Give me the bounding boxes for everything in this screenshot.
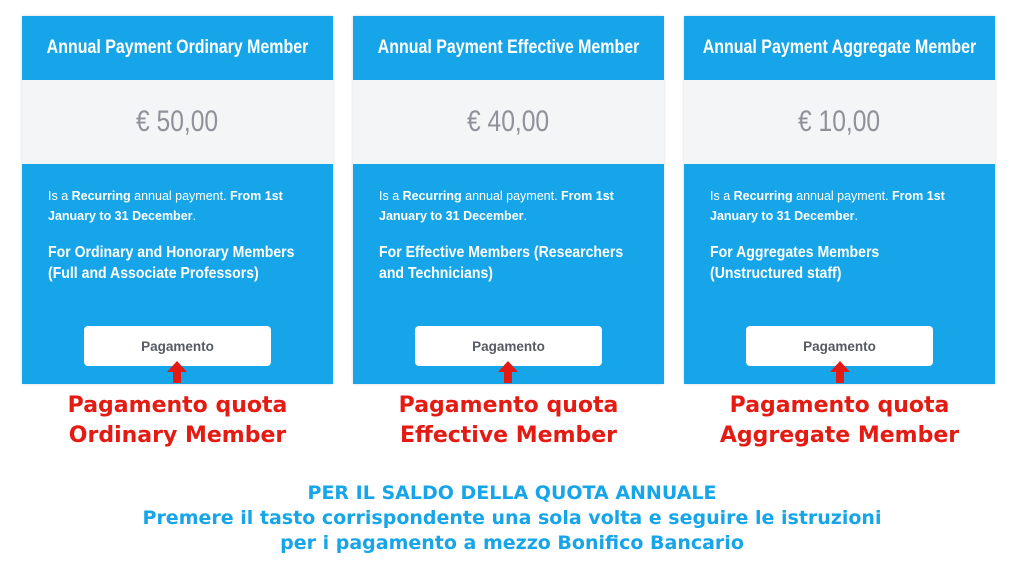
pagamento-button[interactable]: Pagamento <box>415 326 602 366</box>
desc-text: Is a <box>710 189 734 203</box>
desc-text: Is a <box>48 189 72 203</box>
price-band <box>684 80 995 164</box>
desc-bold: Recurring <box>71 189 131 203</box>
desc-bold: From 1st January to 31 December <box>710 189 945 223</box>
caption-line: Effective Member <box>399 423 618 448</box>
instructions-line: per i pagamento a mezzo Bonifico Bancario <box>280 532 744 554</box>
instructions-heading: PER IL SALDO DELLA QUOTA ANNUALE <box>307 482 717 504</box>
price: € 40,00 <box>467 105 550 138</box>
caption-line: Pagamento quota <box>398 393 619 418</box>
arrow-up-icon <box>497 360 519 384</box>
desc-bold: Recurring <box>733 189 793 203</box>
desc-text: Is a <box>379 189 403 203</box>
instructions-line: Premere il tasto corrispondente una sola volta e seguire le istruzioni <box>142 507 882 529</box>
audience-text: For Aggregates Members (Unstructured staff) <box>710 244 880 282</box>
card-description <box>684 164 995 284</box>
desc-text: annual payment. <box>461 189 562 203</box>
caption-aggregate <box>684 391 995 451</box>
arrow-up-icon <box>166 360 188 384</box>
card-title: Annual Payment Aggregate Member <box>702 37 977 58</box>
caption-ordinary <box>22 391 333 451</box>
pagamento-button[interactable]: Pagamento <box>746 326 933 366</box>
card-effective-member <box>353 16 664 384</box>
desc-text: . <box>523 209 527 223</box>
pagamento-button[interactable]: Pagamento <box>84 326 271 366</box>
desc-bold: From 1st January to 31 December <box>48 189 283 223</box>
caption-line: Pagamento quota <box>67 393 288 418</box>
caption-effective <box>353 391 664 451</box>
card-title: Annual Payment Effective Member <box>377 37 640 58</box>
desc-text: . <box>192 209 196 223</box>
price: € 50,00 <box>136 105 219 138</box>
price-band <box>22 80 333 164</box>
card-ordinary-member <box>22 16 333 384</box>
recurring-note <box>710 186 969 226</box>
audience-text: For Ordinary and Honorary Members (Full and Associate Professors) <box>48 244 295 282</box>
desc-bold: From 1st January to 31 December <box>379 189 614 223</box>
caption-line: Aggregate Member <box>719 423 960 448</box>
desc-text: . <box>854 209 858 223</box>
desc-bold: Recurring <box>402 189 462 203</box>
caption-line: Pagamento quota <box>729 393 950 418</box>
desc-text: annual payment. <box>130 189 231 203</box>
recurring-note <box>48 186 307 226</box>
payment-instructions <box>0 481 1024 556</box>
card-description <box>22 164 333 284</box>
card-aggregate-member <box>684 16 995 384</box>
card-title: Annual Payment Ordinary Member <box>46 37 309 58</box>
arrow-up-icon <box>829 360 851 384</box>
card-description <box>353 164 664 284</box>
recurring-note <box>379 186 638 226</box>
price: € 10,00 <box>798 105 881 138</box>
audience-text: For Effective Members (Researchers and Technicians) <box>379 244 624 282</box>
caption-line: Ordinary Member <box>68 423 287 448</box>
desc-text: annual payment. <box>792 189 893 203</box>
price-band <box>353 80 664 164</box>
